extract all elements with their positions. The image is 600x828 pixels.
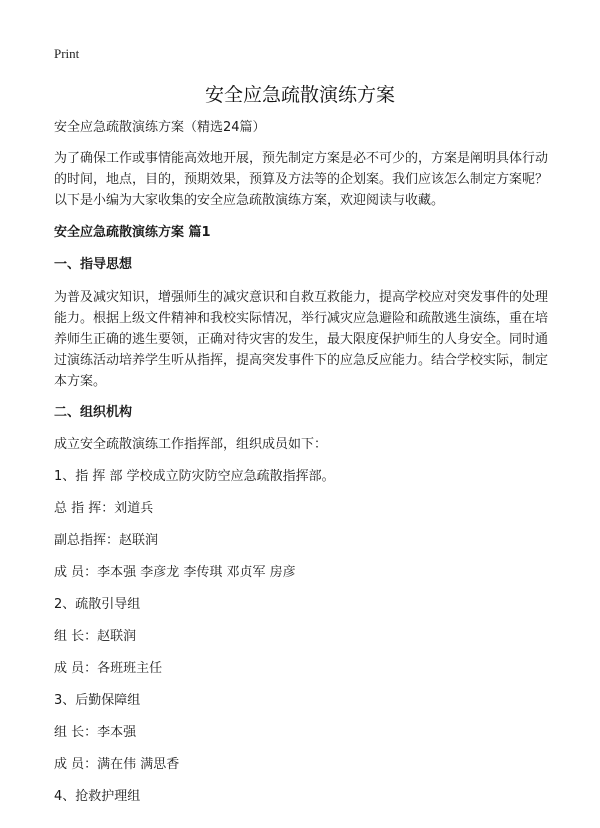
org-line: 副总指挥：赵联润 <box>54 533 159 548</box>
page-title: 安全应急疏散演练方案 <box>204 84 395 106</box>
section-title: 安全应急疏散演练方案 篇1 <box>54 225 211 240</box>
heading-guiding-principle: 一、指导思想 <box>54 257 133 272</box>
print-link[interactable]: Print <box>54 46 80 61</box>
org-line: 组 长：赵联润 <box>54 629 137 644</box>
org-line: 4、抢救护理组 <box>54 789 141 804</box>
intro-paragraph: 为了确保工作或事情能高效地开展，预先制定方案是必不可少的，方案是阐明具体行动的时间，地点，目的，预期效果，预算及方法等的企划案。我们应该怎么制定方案呢？以下是小编为大家收集的安全应急疏散演练方案，欢迎阅读与收藏。 <box>54 151 549 208</box>
org-line: 成 员：李本强 李彦龙 李传琪 邓贞军 房彦 <box>54 565 296 580</box>
document-body <box>54 118 554 807</box>
org-line: 3、后勤保障组 <box>54 693 141 708</box>
org-line: 组 长：李本强 <box>54 725 137 740</box>
guiding-principle-paragraph: 为普及减灾知识，增强师生的减灾意识和自救互救能力，提高学校应对突发事件的处理能力。根据上级文件精神和我校实际情况，举行减灾应急避险和疏散逃生演练，重在培养师生正确的逃生要领，正确对待灾害的发生，最大限度保护师生的人身安全。同时通过演练活动培养学生听从指挥，提高突发事件下的应急反应能力。结合学校实际，制定本方案。 <box>54 290 549 389</box>
org-line: 成 员：各班班主任 <box>54 661 163 676</box>
heading-organization: 二、组织机构 <box>54 405 133 420</box>
org-line: 成立安全疏散演练工作指挥部，组织成员如下： <box>54 437 328 452</box>
org-line: 总 指 挥：刘道兵 <box>54 501 154 516</box>
org-line: 成 员：满在伟 满思香 <box>54 757 180 772</box>
org-line: 1、指 挥 部 学校成立防灾防空应急疏散指挥部。 <box>54 469 335 484</box>
document-subtitle: 安全应急疏散演练方案（精选24篇） <box>54 120 266 135</box>
org-line: 2、疏散引导组 <box>54 597 141 612</box>
